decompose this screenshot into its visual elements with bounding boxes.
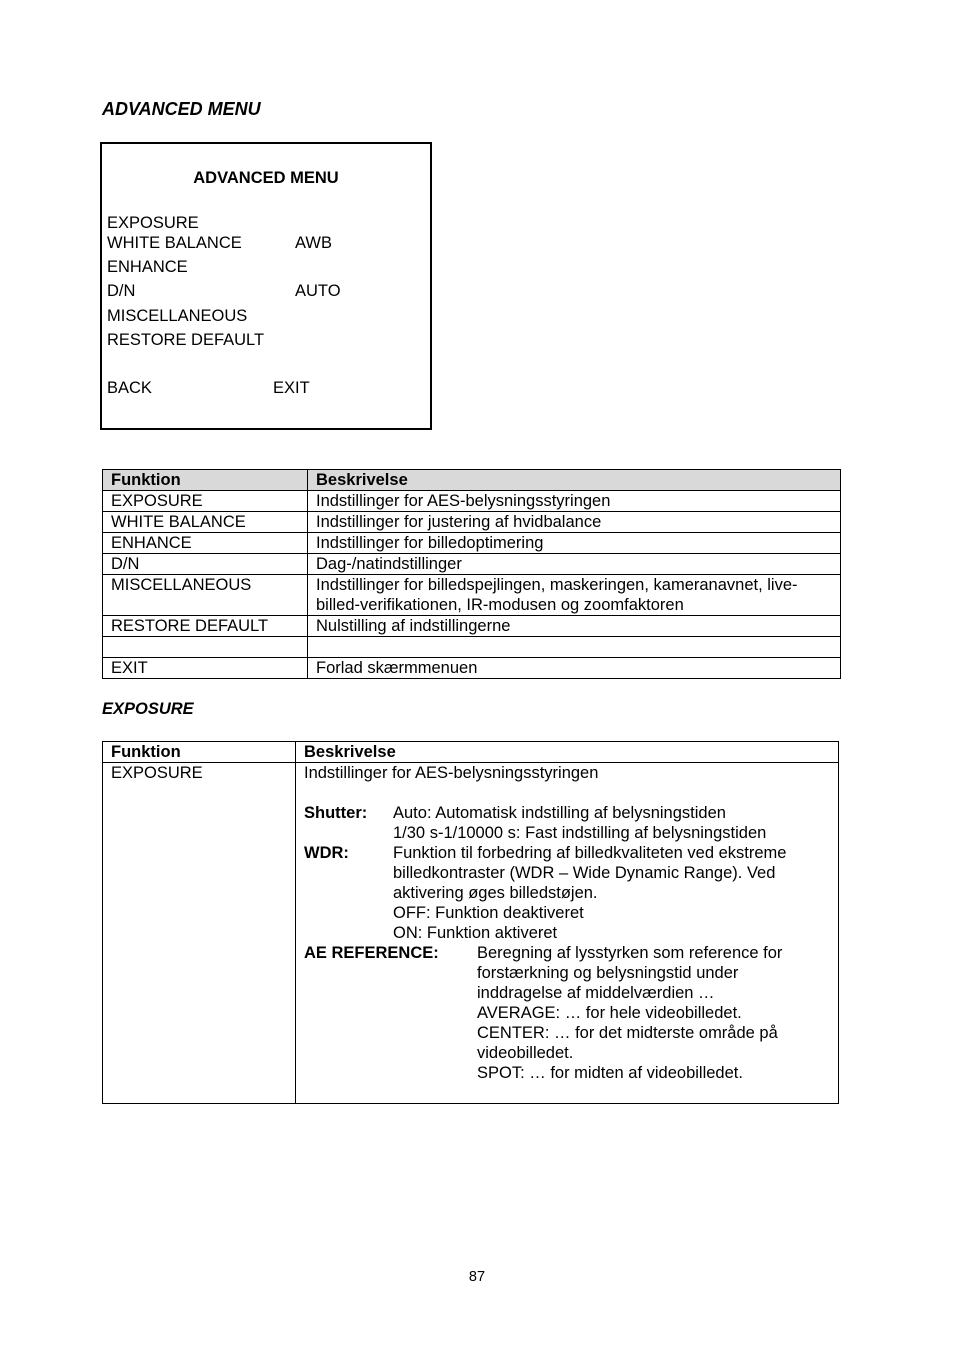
osd-item-white-balance: WHITE BALANCE AWB	[107, 234, 332, 252]
table-row: WHITE BALANCE Indstillinger for justering af hvidbalance	[103, 512, 841, 533]
header-funktion: Funktion	[103, 742, 296, 763]
osd-value-awb: AWB	[295, 234, 332, 252]
section-title-exposure: EXPOSURE	[102, 700, 194, 718]
section-title-advanced-menu: ADVANCED MENU	[102, 99, 261, 119]
osd-menu-title: ADVANCED MENU	[193, 169, 339, 187]
table-row: D/N Dag-/natindstillinger	[103, 554, 841, 575]
header-funktion: Funktion	[103, 470, 308, 491]
table-header-row	[103, 742, 839, 763]
table-row: ENHANCE Indstillinger for billedoptimering	[103, 533, 841, 554]
table-row-empty	[103, 637, 841, 658]
advanced-menu-table	[102, 469, 841, 679]
wdr-label: WDR:	[304, 844, 349, 862]
ae-reference-block: AE REFERENCE: Beregning af lysstyrken som reference for forstærkning og belysningstid under inddragelse af middelværdien … AVERAGE: … for hele videobilledet. CENTER: … for det midterste område på videobilledet. SPOT: … for midten af videobilledet.	[304, 944, 783, 1082]
page-number: 87	[468, 1269, 486, 1285]
osd-menu-box	[100, 142, 432, 430]
osd-item-exposure: EXPOSURE	[107, 214, 199, 232]
osd-value-auto: AUTO	[295, 282, 341, 300]
exposure-table	[102, 741, 839, 1104]
header-beskrivelse: Beskrivelse	[308, 470, 841, 491]
osd-item-restore-default: RESTORE DEFAULT	[107, 331, 265, 349]
osd-back: BACK	[107, 379, 152, 397]
header-beskrivelse: Beskrivelse	[296, 742, 839, 763]
table-row: EXIT Forlad skærmmenuen	[103, 658, 841, 679]
exposure-description-cell	[296, 763, 839, 1104]
osd-item-enhance: ENHANCE	[107, 258, 188, 276]
osd-item-miscellaneous: MISCELLANEOUS	[107, 307, 248, 325]
table-header-row	[103, 470, 841, 491]
table-row: RESTORE DEFAULT Nulstilling af indstillingerne	[103, 616, 841, 637]
ae-reference-label: AE REFERENCE:	[304, 944, 439, 962]
exposure-intro: Indstillinger for AES-belysningsstyringen	[304, 764, 599, 782]
table-row: MISCELLANEOUS Indstillinger for billedspejlingen, maskeringen, kameranavnet, live-billed-verifikationen, IR-modusen og zoomfaktoren	[103, 575, 841, 616]
osd-exit: EXIT	[273, 379, 310, 397]
table-row	[103, 763, 839, 1104]
exposure-function-cell: EXPOSURE	[103, 763, 296, 1104]
wdr-block: WDR: Funktion til forbedring af billedkvaliteten ved ekstreme billedkontraster (WDR – Wide Dynamic Range). Ved aktivering øges billedstøjen. OFF: Funktion deaktiveret ON: Funktion aktiveret	[304, 844, 787, 942]
shutter-label: Shutter:	[304, 804, 368, 822]
shutter-block: Shutter: Auto: Automatisk indstilling af belysningstiden 1/30 s-1/10000 s: Fast indstilling af belysningstiden	[304, 804, 767, 842]
osd-item-dn: D/N AUTO	[107, 282, 341, 300]
table-row: EXPOSURE Indstillinger for AES-belysningsstyringen	[103, 491, 841, 512]
